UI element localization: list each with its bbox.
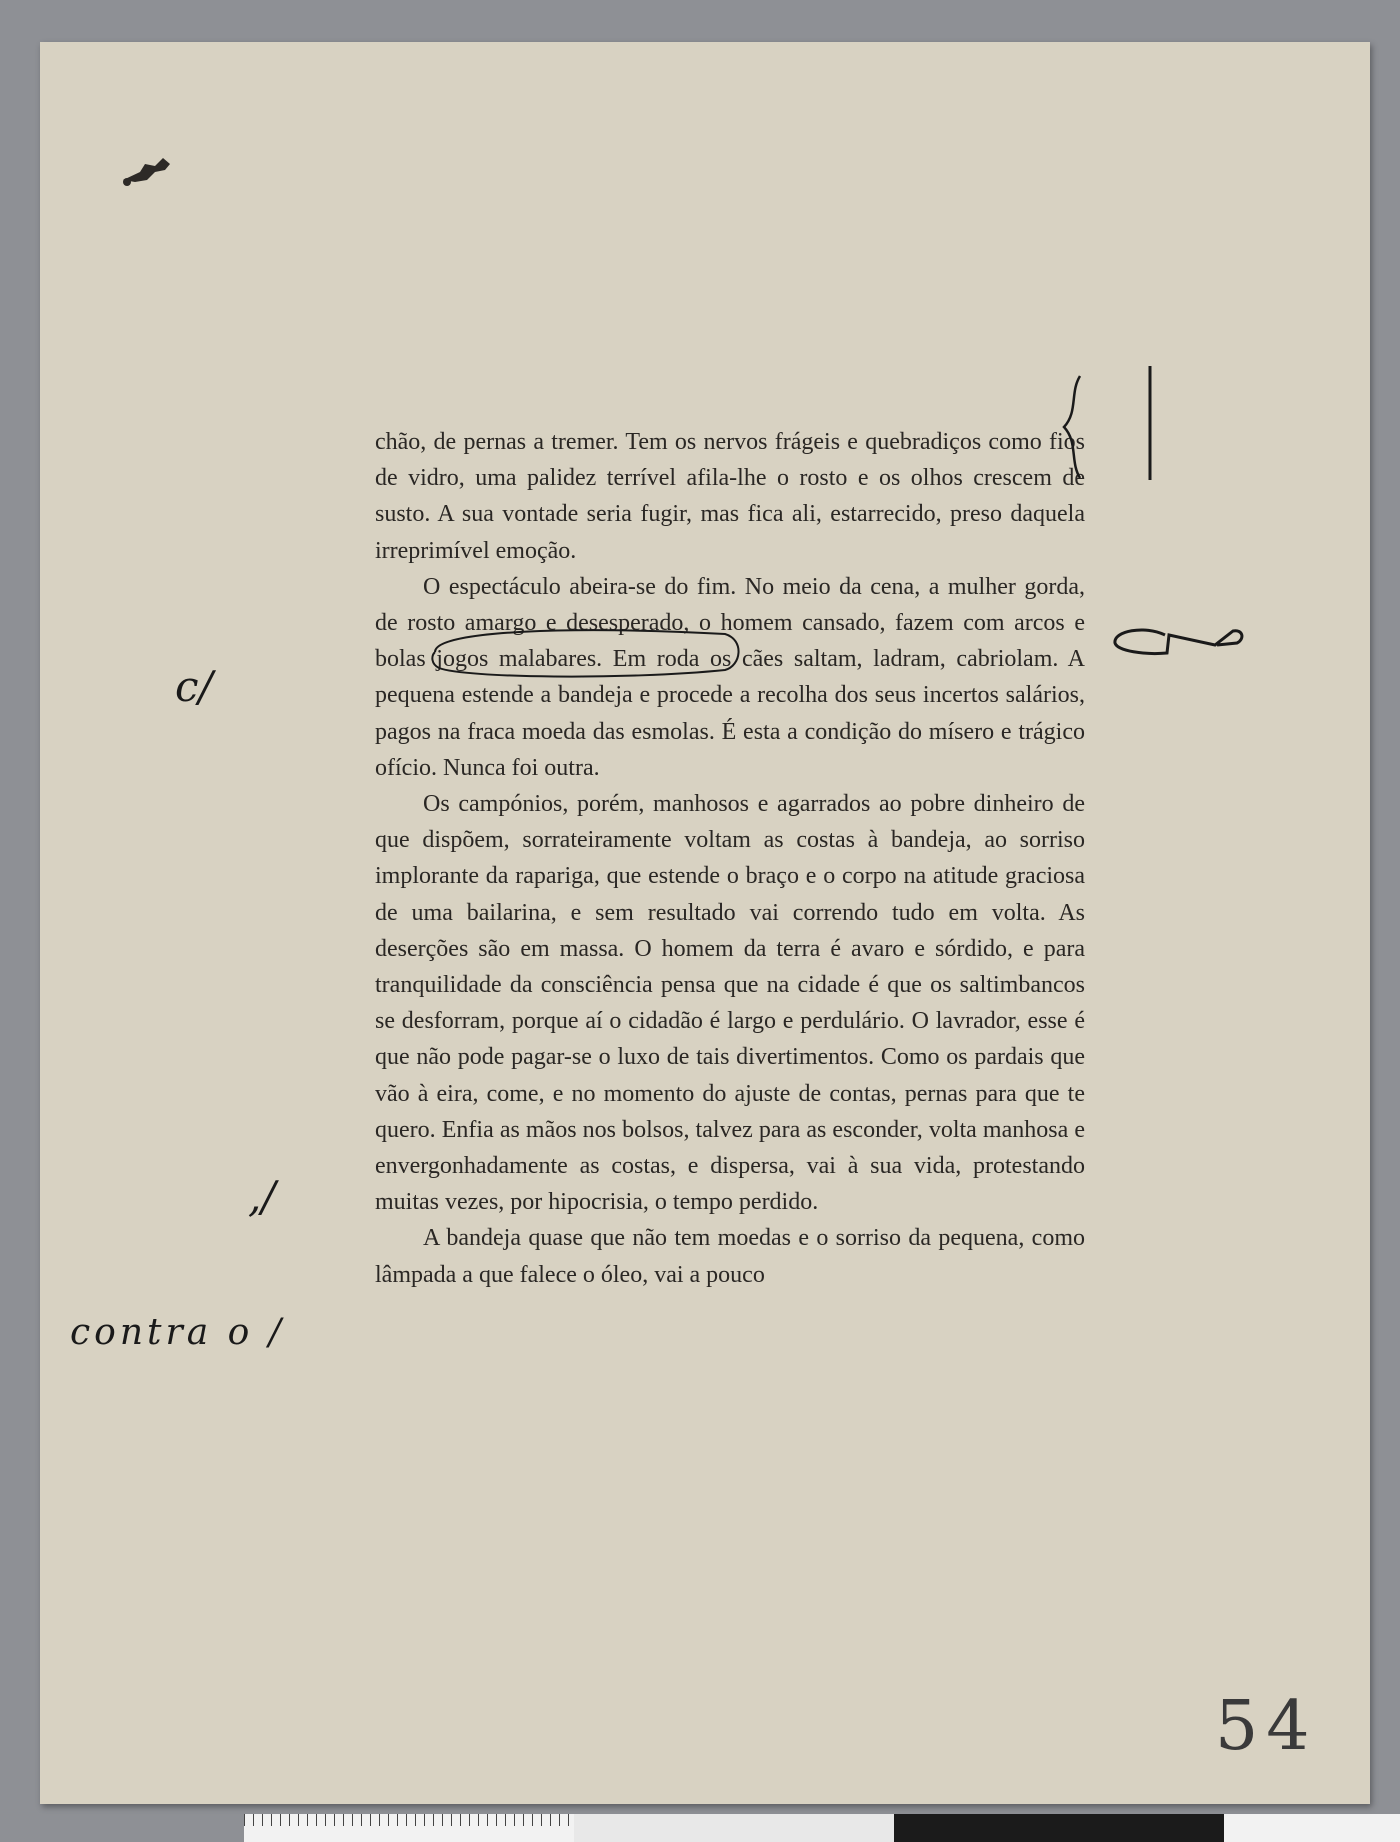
document-page <box>40 42 1370 1804</box>
paragraph: A bandeja quase que não tem moedas e o sorriso da pequena, como lâmpada a que falece o óleo, vai a pouco <box>375 1225 1085 1288</box>
handwritten-vertical-bar-icon <box>1140 364 1160 484</box>
ruler-segment <box>894 1814 1224 1842</box>
handwritten-transpose-mark-icon <box>1105 617 1255 667</box>
ruler-ticks <box>244 1814 574 1826</box>
paragraph: Os campónios, porém, manhosos e agarrados ao pobre dinheiro de que dispõem, sorrateiramente voltam as costas à bandeja, ao sorriso implorante da rapariga, que estende o braço e o corpo na atitude graciosa de uma bailarina, e sem resultado vai correndo tudo em volta. As deserções são em massa. O homem da terra é avaro e sórdido, e para tranquilidade da consciência pensa que na cidade é que os saltimbancos se desforram, porque aí o cidadão é largo e perdulário. O lavrador, esse é que não pode pagar-se o luxo de tais divertimentos. Como os pardais que vão à eira, come, e no momento do ajuste de contas, pernas para que te quero. Enfia as mãos nos bolsos, talvez para as esconder, volta manhosa e envergonhadamente as costas, e dispersa, vai à sua vida, protestando muitas vezes, por hipocrisia, o tempo perdido. <box>375 791 1085 1216</box>
page-number: 54 <box>1215 1687 1318 1766</box>
handwritten-brace-icon <box>1050 372 1090 482</box>
paragraph: O espectáculo abeira-se do fim. No meio da cena, a mulher gorda, de rosto amargo e desesperado, o homem cansado, fazem com arcos e bolas jogos malabares. Em roda os cães saltam, ladram, cabriolam. A pequena estende a bandeja e procede a recolha dos seus incertos salários, pagos na fraca moeda das esmolas. É esta a condição do mísero e trágico ofício. Nunca foi outra. <box>375 573 1085 781</box>
margin-note-c: c/ <box>175 662 213 711</box>
margin-note-comma: ,/ <box>248 1172 276 1221</box>
handwritten-circle-icon <box>425 622 745 682</box>
body-text <box>375 424 1085 1293</box>
scale-ruler <box>244 1814 1400 1842</box>
ink-mark-icon <box>115 142 185 192</box>
margin-note-contra: contra o / <box>70 1312 285 1353</box>
paragraph: chão, de pernas a tremer. Tem os nervos frágeis e quebradiços como fios de vidro, uma palidez terrível afila-lhe o rosto e os olhos crescem de susto. A sua vontade seria fugir, mas fica ali, estarrecido, preso daquela irreprimível emoção. <box>375 429 1085 564</box>
ruler-segment <box>574 1814 894 1842</box>
